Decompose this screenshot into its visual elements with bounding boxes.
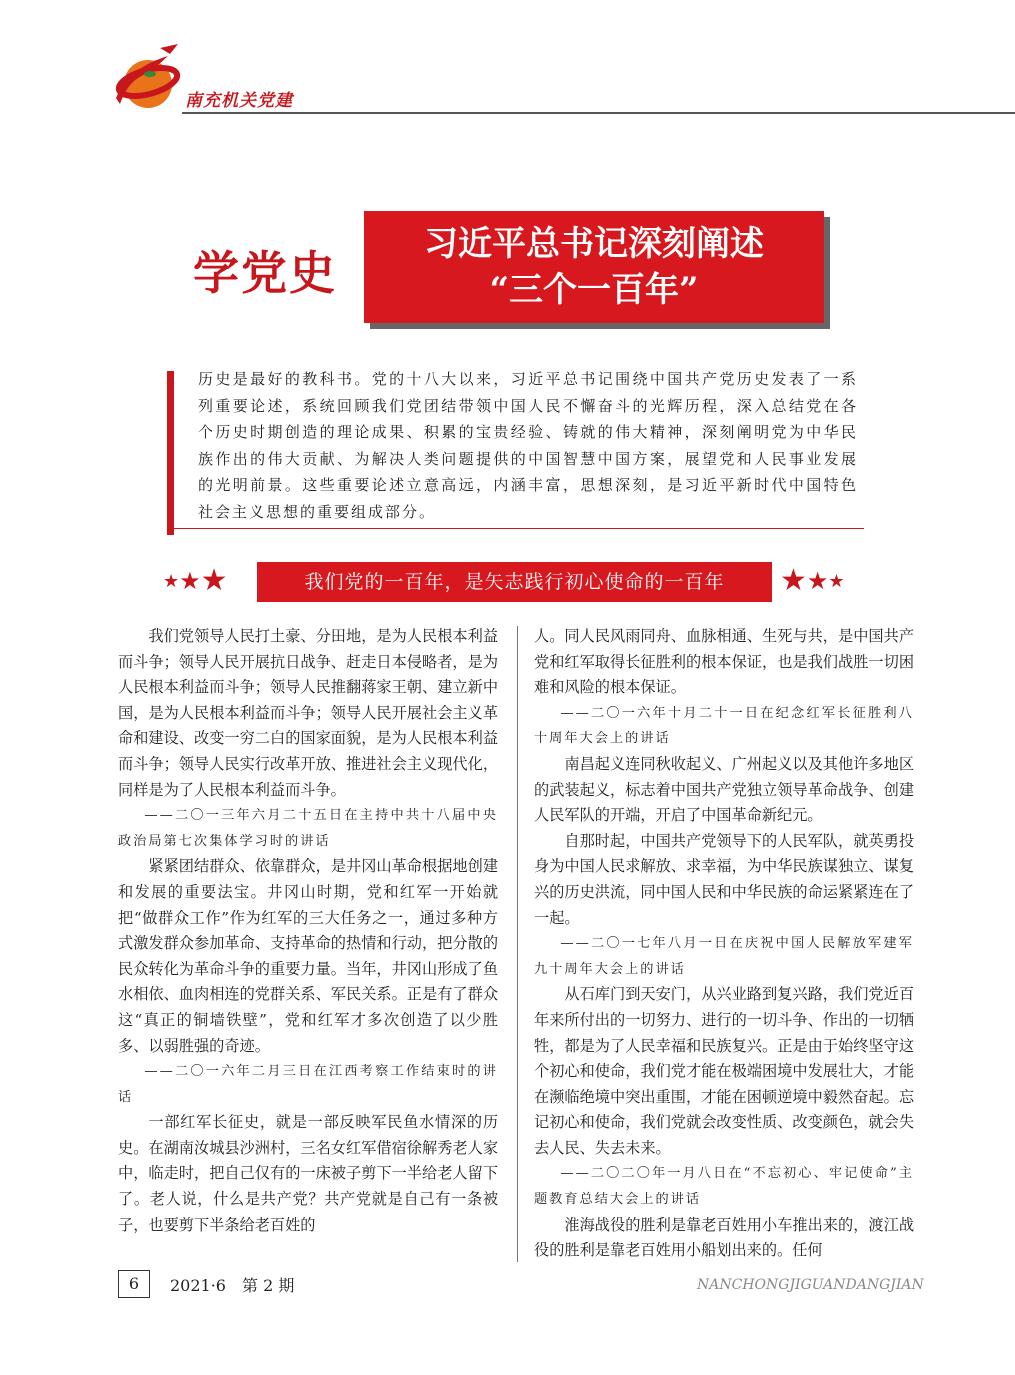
- footer-brand: NANCHONGJIGUANDANGJIAN: [697, 1277, 924, 1293]
- citation: ——二〇一六年十月二十一日在纪念红军长征胜利八十周年大会上的讲话: [534, 705, 914, 747]
- left-column: [118, 624, 498, 1238]
- paragraph: 淮海战役的胜利是靠老百姓用小车推出来的，渡江战役的胜利是靠老百姓用小船划出来的。任何: [534, 1215, 914, 1260]
- paragraph: 南昌起义连同秋收起义、广州起义以及其他许多地区的武装起义，标志着中国共产党独立领导革命战争、创建人民军队的开端，开启了中国革命新纪元。: [534, 754, 914, 825]
- star-icon: ★: [780, 563, 807, 598]
- right-column: [534, 624, 914, 1264]
- star-icon: ★: [179, 567, 201, 595]
- paragraph-continued: 人。同人民风雨同舟、血脉相通、生死与共，是中国共产党和红军取得长征胜利的根本保证，也是我们战胜一切困难和风险的根本保证。: [534, 627, 914, 697]
- paragraph: 自那时起，中国共产党领导下的人民军队，就英勇投身为中国人民求解放、求幸福，为中华民族谋独立、谋复兴的历史洪流，同中国人民和中华民族的命运紧紧连在了一起。: [534, 831, 914, 927]
- page-number: 6: [118, 1270, 150, 1298]
- star-icon: ★: [806, 567, 829, 595]
- header-rule: [182, 112, 1015, 114]
- citation: ——二〇二〇年一月八日在“不忘初心、牢记使命”主题教育总结大会上的讲话: [534, 1166, 914, 1208]
- paragraph: 紧紧团结群众、依靠群众，是井冈山革命根据地创建和发展的重要法宝。井冈山时期，党和红军一开始就把“做群众工作”作为红军的三大任务之一，通过多种方式激发群众参加革命、支持革命的热情和行动，把分散的民众转化为革命斗争的重要力量。当年，井冈山形成了鱼水相依、血肉相连的党群关系、军民关系。正是有了群众这“真正的铜墙铁壁”，党和红军才多次创造了以少胜多、以弱胜强的奇迹。: [118, 857, 498, 1055]
- paragraph: 一部红军长征史，就是一部反映军民鱼水情深的历史。在湖南汝城县沙洲村，三名女红军借宿徐解秀老人家中，临走时，把自己仅有的一床被子剪下一半给老人留下了。老人说，什么是共产党？共产党就是自己有一条被子，也要剪下半条给老百姓的: [118, 1113, 498, 1234]
- publication-brand: 南充机关党建: [185, 91, 293, 111]
- section-label: 学党史: [193, 246, 337, 300]
- left-stars: [163, 563, 228, 598]
- lead-accent-bar: [167, 371, 174, 535]
- section-subheading: 我们党的一百年，是矢志践行初心使命的一百年: [257, 562, 772, 602]
- paragraph: 从石库门到天安门，从兴业路到复兴路，我们党近百年来所付出的一切努力、进行的一切斗争、作出的一切牺牲，都是为了人民幸福和民族复兴。正是由于始终坚守这个初心和使命，我们党才能在极端困境中发展壮大，才能在濒临绝境中突出重围，才能在困顿逆境中毅然奋起。忘记初心和使命，我们党就会改变性质、改变颜色，就会失去人民、失去未来。: [534, 985, 914, 1157]
- title-line-1: 习近平总书记深刻阐述: [424, 224, 764, 264]
- lead-paragraph: 历史是最好的教科书。党的十八大以来，习近平总书记围绕中国共产党历史发表了一系列重要论述，系统回顾我们党团结带领中国人民不懈奋斗的光辉历程，深入总结党在各个历史时期创造的理论成果、积累的宝贵经验、铸就的伟大精神，深刻阐明党为中华民族作出的伟大贡献、为解决人类问题提供的中国智慧中国方案，展望党和人民事业发展的光明前景。这些重要论述立意高远，内涵丰富，思想深刻，是习近平新时代中国特色社会主义思想的重要组成部分。: [198, 370, 858, 521]
- party-logo: [108, 38, 188, 112]
- right-stars: [780, 563, 845, 598]
- column-divider: [517, 626, 518, 1262]
- citation: ——二〇一七年八月一日在庆祝中国人民解放军建军九十周年大会上的讲话: [534, 936, 914, 977]
- paragraph: 我们党领导人民打土豪、分田地，是为人民根本利益而斗争；领导人民开展抗日战争、赶走日本侵略者，是为人民根本利益而斗争；领导人民推翻蒋家王朝、建立新中国，是为人民根本利益而斗争；领导人民开展社会主义革命和建设、改变一穷二白的国家面貌，是为人民根本利益而斗争；领导人民实行改革开放、推进社会主义现代化，同样是为了人民根本利益而斗争。: [118, 627, 498, 799]
- issue-info: 2021·6 第 2 期: [170, 1276, 295, 1295]
- star-icon: ★: [200, 563, 228, 598]
- article-title: [364, 211, 824, 323]
- title-line-2: “三个一百年”: [489, 270, 699, 310]
- star-icon: ★: [163, 571, 180, 592]
- citation: ——二〇一六年二月三日在江西考察工作结束时的讲话: [118, 1064, 498, 1105]
- citation: ——二〇一三年六月二十五日在主持中共十八届中央政治局第七次集体学习时的讲话: [118, 808, 498, 849]
- star-icon: ★: [828, 571, 845, 592]
- lead-rule: [174, 528, 864, 529]
